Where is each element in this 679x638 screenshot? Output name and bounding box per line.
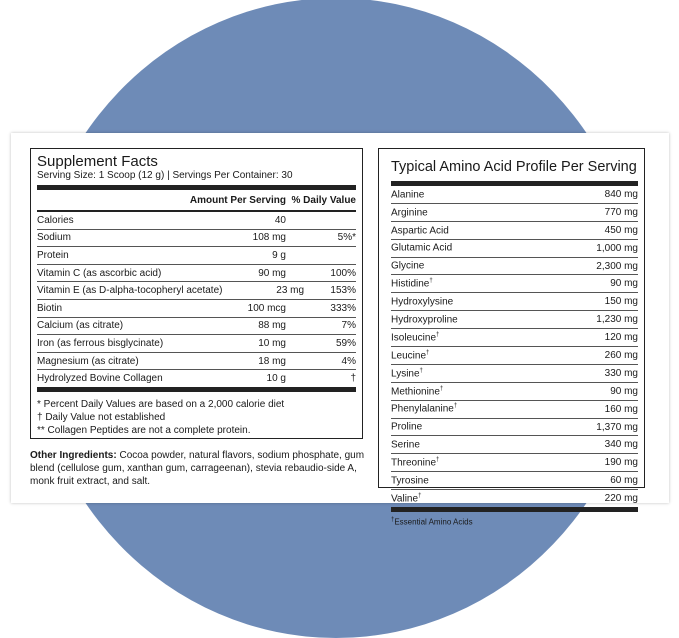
- nutrient-amount: 9 g: [272, 249, 286, 261]
- facts-row: [37, 318, 356, 336]
- amino-acid-value: 60 mg: [610, 475, 638, 487]
- facts-row: [37, 230, 356, 248]
- amount-header: Amount Per Serving: [189, 194, 286, 206]
- facts-row: [37, 265, 356, 283]
- nutrient-name: Sodium: [37, 232, 71, 244]
- nutrient-name: Magnesium (as citrate): [37, 355, 139, 367]
- amino-acid-row: [391, 383, 638, 401]
- facts-row: [37, 300, 356, 318]
- amino-acid-name: Aspartic Acid: [391, 224, 449, 236]
- amino-acid-list: [391, 181, 638, 512]
- amino-acid-value: 1,230 mg: [596, 314, 638, 326]
- amino-acid-name: Leucine: [391, 350, 427, 362]
- nutrient-dv: 4%: [341, 355, 356, 367]
- amino-acid-name: Histidine: [391, 278, 430, 290]
- amino-acid-row: [391, 240, 638, 258]
- amino-acid-name: Isoleucine: [391, 332, 437, 344]
- nutrient-amount: 18 mg: [258, 355, 286, 367]
- essential-mark: †: [453, 403, 458, 410]
- nutrient-amount: 23 mg: [276, 285, 305, 297]
- amino-acid-value: 120 mg: [604, 332, 638, 344]
- essential-mark: †: [426, 349, 430, 356]
- nutrient-amount: 100 mcg: [247, 302, 286, 314]
- amino-acid-row: [391, 258, 638, 276]
- nutrient-amount: 40: [274, 214, 286, 226]
- amino-acid-name: Glutamic Acid: [391, 242, 453, 254]
- essential-mark: †: [439, 385, 444, 392]
- essential-mark: †: [418, 492, 422, 499]
- essential-mark: †: [436, 331, 440, 338]
- essential-mark: †: [429, 278, 433, 285]
- nutrient-name: Biotin: [37, 302, 63, 314]
- amino-acid-name: Lysine: [391, 368, 420, 380]
- amino-acid-panel: [378, 148, 645, 527]
- facts-row: [37, 353, 356, 371]
- supplement-facts-panel: [30, 148, 363, 439]
- amino-acid-row: [391, 401, 638, 419]
- facts-rows: [37, 212, 356, 392]
- essential-mark: †: [436, 457, 440, 464]
- amino-acid-name: Glycine: [391, 260, 425, 272]
- nutrient-name: Hydrolyzed Bovine Collagen: [37, 373, 163, 385]
- nutrient-name: Calories: [37, 214, 74, 226]
- other-ingredients-label: Other Ingredients:: [30, 450, 117, 461]
- amino-acid-row: [391, 275, 638, 293]
- amino-acid-name: Valine: [391, 493, 419, 505]
- amino-acid-value: 770 mg: [604, 206, 638, 218]
- nutrient-name: Calcium (as citrate): [37, 320, 124, 332]
- facts-row: [37, 212, 356, 230]
- supplement-facts-title: Supplement Facts: [37, 153, 158, 170]
- amino-acid-name: Serine: [391, 439, 420, 451]
- amino-acid-name: Hydroxylysine: [391, 296, 454, 308]
- amino-acid-value: 160 mg: [604, 403, 638, 415]
- facts-row: [37, 247, 356, 265]
- amino-acid-footnote: [391, 517, 638, 527]
- amino-acid-value: 90 mg: [610, 385, 638, 397]
- amino-acid-row: [391, 365, 638, 383]
- amino-acid-value: 260 mg: [604, 349, 638, 361]
- nutrient-amount: 10 g: [266, 373, 286, 385]
- daily-value-header: % Daily Value: [291, 194, 356, 206]
- amino-acid-row: [391, 293, 638, 311]
- nutrient-dv: 5%*: [337, 232, 356, 244]
- amino-acid-row: [391, 311, 638, 329]
- nutrient-name: Vitamin C (as ascorbic acid): [37, 267, 162, 279]
- nutrient-dv: 333%: [330, 302, 356, 314]
- nutrient-dv: †: [350, 373, 356, 385]
- nutrient-amount: 90 mg: [258, 267, 286, 279]
- nutrient-dv: 59%: [335, 337, 356, 349]
- nutrient-amount: 88 mg: [258, 320, 286, 332]
- facts-header-row: [37, 190, 356, 212]
- amino-acid-name: Hydroxyproline: [391, 314, 458, 326]
- nutrient-name: Iron (as ferrous bisglycinate): [37, 337, 164, 349]
- footnote-collagen: ** Collagen Peptides are not a complete protein.: [37, 424, 251, 436]
- amino-acid-name: Arginine: [391, 207, 428, 218]
- amino-acid-value: 220 mg: [604, 493, 638, 505]
- amino-acid-name: Phenylalanine: [391, 403, 454, 415]
- nutrient-name: Protein: [37, 249, 69, 261]
- other-ingredients-text: Cocoa powder, natural flavors, sodium phosphate, gum blend (cellulose gum, xanthan gum, carrageenan), stevia rebaudio-side A, monk fruit extract, and salt.: [30, 450, 365, 487]
- amino-acid-row: [391, 204, 638, 222]
- nutrient-amount: 108 mg: [252, 232, 286, 244]
- amino-acid-value: 1,370 mg: [596, 421, 638, 433]
- facts-footnotes: [37, 398, 356, 437]
- footnote-dagger: † Daily Value not established: [37, 411, 166, 423]
- amino-acid-row: [391, 347, 638, 365]
- footnote-text: Essential Amino Acids: [394, 517, 473, 527]
- nutrient-amount: 10 mg: [258, 337, 286, 349]
- footnote-mark: †: [391, 517, 395, 524]
- amino-acid-value: 1,000 mg: [596, 242, 638, 254]
- amino-acid-row: [391, 222, 638, 240]
- serving-info: Serving Size: 1 Scoop (12 g) | Servings Per Container: 30: [37, 170, 293, 181]
- amino-acid-row: [391, 472, 638, 490]
- other-ingredients: [30, 449, 370, 488]
- essential-mark: †: [419, 367, 423, 374]
- amino-acid-row: [391, 436, 638, 454]
- amino-acid-value: 2,300 mg: [596, 260, 638, 272]
- amino-acid-value: 330 mg: [604, 367, 638, 379]
- nutrient-name: Vitamin E (as D-alpha-tocopheryl acetate): [37, 285, 223, 297]
- amino-acid-name: Threonine: [391, 457, 437, 469]
- amino-acid-name: Proline: [391, 421, 423, 433]
- facts-row: [37, 335, 356, 353]
- amino-acid-value: 150 mg: [604, 296, 638, 308]
- facts-row: [37, 370, 356, 392]
- amino-acid-value: 90 mg: [610, 278, 638, 290]
- footnote-daily-values: * Percent Daily Values are based on a 2,000 calorie diet: [37, 398, 285, 410]
- amino-acid-row: [391, 490, 638, 507]
- amino-acid-value: 340 mg: [604, 439, 638, 451]
- amino-acid-value: 840 mg: [604, 188, 638, 200]
- amino-acid-row: [391, 329, 638, 347]
- amino-acid-name: Tyrosine: [391, 475, 429, 487]
- amino-acid-value: 190 mg: [604, 457, 638, 469]
- facts-row: [37, 282, 356, 300]
- amino-acid-row: [391, 454, 638, 472]
- nutrient-dv: 7%: [341, 320, 356, 332]
- nutrient-dv: 100%: [330, 267, 356, 279]
- amino-acid-row: [391, 419, 638, 437]
- amino-acid-row: [391, 186, 638, 204]
- amino-acid-title: Typical Amino Acid Profile Per Serving: [391, 159, 637, 175]
- amino-acid-name: Methionine: [391, 385, 440, 397]
- amino-acid-name: Alanine: [391, 189, 425, 201]
- nutrient-dv: 153%: [330, 285, 356, 297]
- amino-acid-value: 450 mg: [604, 224, 638, 236]
